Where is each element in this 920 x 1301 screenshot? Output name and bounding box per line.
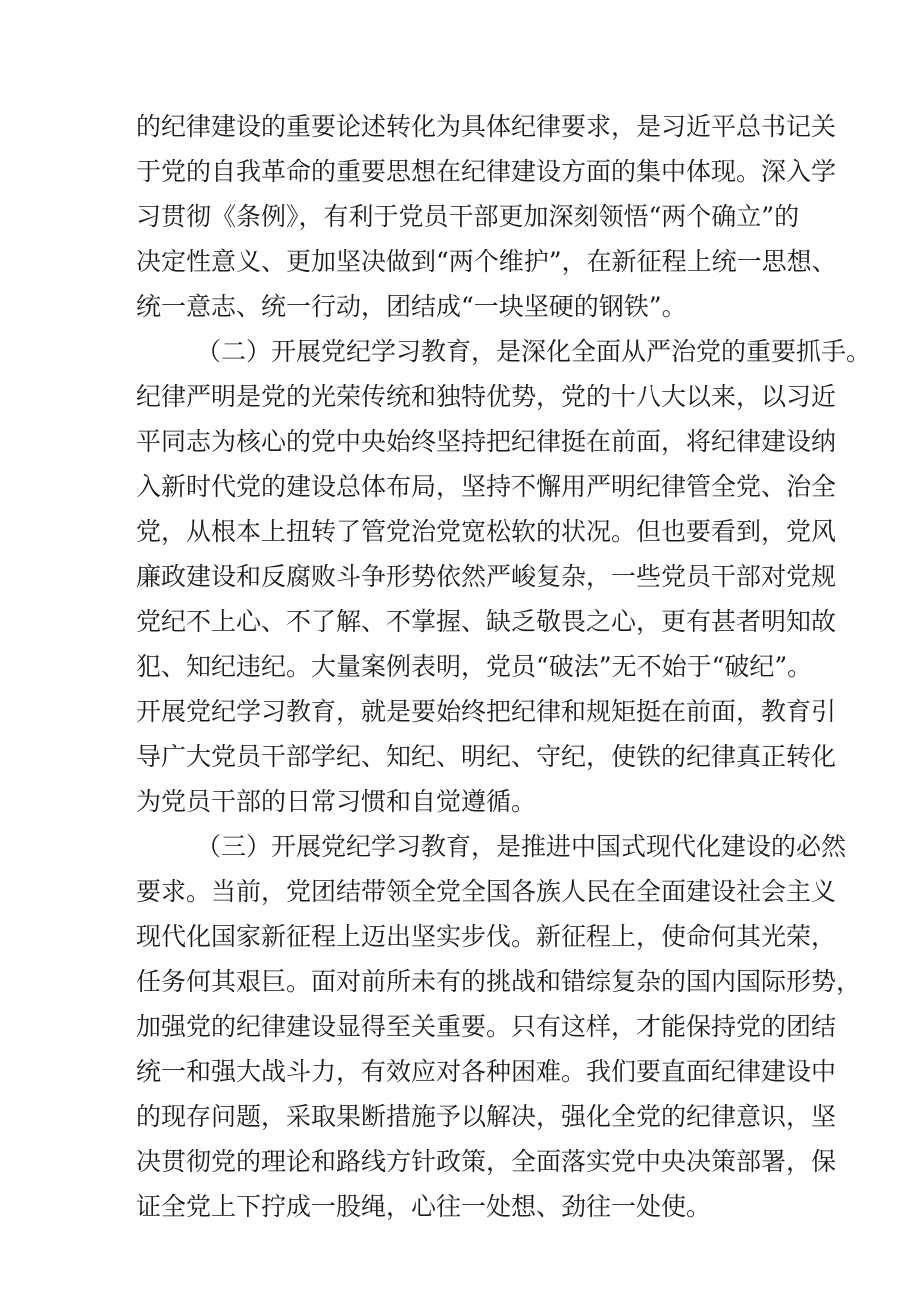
text-line: 加强党的纪律建设显得至关重要。只有这样，才能保持党的团结 <box>136 1012 837 1041</box>
text-line: 入新时代党的建设总体布局，坚持不懈用严明纪律管全党、治全 <box>136 472 837 501</box>
text-line: 要求。当前，党团结带领全党全国各族人民在全面建设社会主义 <box>136 877 837 906</box>
text-line: 平同志为核心的党中央始终坚持把纪律挺在前面，将纪律建设纳 <box>136 427 837 456</box>
text-line: 决定性意义、更加坚决做到“两个维护”，在新征程上统一思想、 <box>136 247 837 276</box>
section-heading-3: （三）开展党纪学习教育，是推进中国式现代化建设的必然 <box>196 832 847 861</box>
section-heading-2: （二）开展党纪学习教育，是深化全面从严治党的重要抓手。 <box>196 337 872 366</box>
text-line: 廉政建设和反腐败斗争形势依然严峻复杂，一些党员干部对党规 <box>136 562 837 591</box>
text-line: 的纪律建设的重要论述转化为具体纪律要求，是习近平总书记关 <box>136 112 837 141</box>
text-line: 党，从根本上扭转了管党治党宽松软的状况。但也要看到，党风 <box>136 517 837 546</box>
text-line: 为党员干部的日常习惯和自觉遵循。 <box>136 787 537 816</box>
text-line: 开展党纪学习教育，就是要始终把纪律和规矩挺在前面，教育引 <box>136 697 837 726</box>
text-line: 于党的自我革命的重要思想在纪律建设方面的集中体现。深入学 <box>136 157 837 186</box>
text-line: 党纪不上心、不了解、不掌握、缺乏敬畏之心，更有甚者明知故 <box>136 607 837 636</box>
text-line: 习贯彻《条例》，有利于党员干部更加深刻领悟“两个确立”的 <box>136 202 800 231</box>
text-line: 统一和强大战斗力，有效应对各种困难。我们要直面纪律建设中 <box>136 1057 837 1086</box>
text-line: 导广大党员干部学纪、知纪、明纪、守纪，使铁的纪律真正转化 <box>136 742 837 771</box>
text-line: 任务何其艰巨。面对前所未有的挑战和错综复杂的国内国际形势， <box>136 967 862 996</box>
text-line: 证全党上下拧成一股绳，心往一处想、劲往一处使。 <box>136 1192 712 1221</box>
text-line: 决贯彻党的理论和路线方针政策，全面落实党中央决策部署，保 <box>136 1147 837 1176</box>
text-line: 犯、知纪违纪。大量案例表明，党员“破法”无不始于“破纪”。 <box>136 652 813 681</box>
text-line: 纪律严明是党的光荣传统和独特优势，党的十八大以来，以习近 <box>136 382 837 411</box>
text-line: 统一意志、统一行动，团结成“一块坚硬的钢铁”。 <box>136 292 687 321</box>
text-line: 的现存问题，采取果断措施予以解决，强化全党的纪律意识，坚 <box>136 1102 837 1131</box>
text-line: 现代化国家新征程上迈出坚实步伐。新征程上，使命何其光荣， <box>136 922 837 951</box>
